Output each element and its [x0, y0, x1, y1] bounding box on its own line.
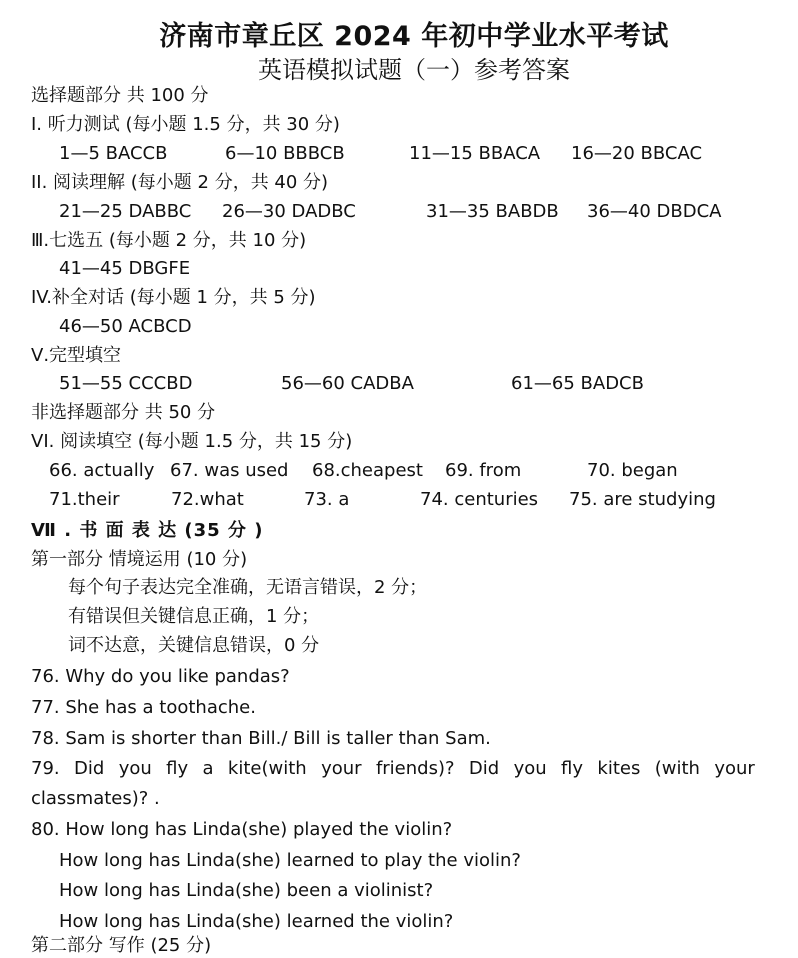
answer-group: 41—45 DBGFE — [59, 258, 191, 279]
cloze-heading: Ⅴ.完型填空 — [31, 345, 122, 366]
answer-group: 61—65 BADCB — [511, 373, 644, 394]
fill-in-heading: VI. 阅读填空 (每小题 1.5 分，共 15 分) — [31, 431, 353, 452]
document-title: 济南市章丘区 2024 年初中学业水平考试 — [159, 21, 669, 52]
dialogue-heading: IV.补全对话 (每小题 1 分，共 5 分) — [31, 287, 316, 308]
scoring-criterion: 有错误但关键信息正确，1 分； — [68, 606, 320, 627]
word: you — [513, 758, 547, 779]
fill-answer: 75. are studying — [569, 489, 716, 510]
page-cutoff — [0, 930, 768, 956]
writing-part2-heading: 第二部分 写作 (25 分) — [31, 935, 212, 956]
answer-80-alternative: How long has Linda(she) learned to play the violin? — [59, 850, 521, 871]
answer-80-alternative: How long has Linda(she) been a violinist? — [59, 880, 434, 901]
seven-choose-five-heading: Ⅲ.七选五 (每小题 2 分，共 10 分) — [31, 230, 307, 251]
word: Did — [468, 758, 500, 779]
answer-group: 46—50 ACBCD — [59, 316, 192, 337]
reading-heading: II. 阅读理解 (每小题 2 分，共 40 分) — [31, 172, 329, 193]
scoring-criterion: 词不达意，关键信息错误，0 分 — [68, 635, 320, 656]
word: friends)? — [375, 758, 455, 779]
fill-answer: 71.their — [49, 489, 120, 510]
answer-79-continued: classmates)? . — [31, 788, 160, 809]
answer-group: 11—15 BBACA — [409, 143, 541, 164]
answer-group: 6—10 BBBCB — [225, 143, 345, 164]
answer-80: 80. How long has Linda(she) played the violin? — [31, 819, 453, 840]
writing-part1-heading: 第一部分 情境运用 (10 分) — [31, 549, 248, 570]
fill-answer: 73. a — [304, 489, 350, 510]
fill-answer: 67. was used — [170, 460, 289, 481]
answer-group: 51—55 CCCBD — [59, 373, 193, 394]
answer-group: 26—30 DADBC — [222, 201, 356, 222]
scoring-criterion: 每个句子表达完全准确，无语言错误，2 分； — [68, 577, 428, 598]
answer-77: 77. She has a toothache. — [31, 697, 256, 718]
word: fly — [561, 758, 584, 779]
fill-answer: 68.cheapest — [312, 460, 423, 481]
answer-group: 31—35 BABDB — [426, 201, 559, 222]
document-subtitle: 英语模拟试题（一）参考答案 — [258, 56, 570, 84]
fill-answer: 69. from — [445, 460, 522, 481]
fill-answer: 66. actually — [49, 460, 155, 481]
answer-80-alternative: How long has Linda(she) learned the violin? — [59, 911, 454, 932]
objective-section-heading: 选择题部分 共 100 分 — [31, 85, 209, 106]
word: your — [321, 758, 362, 779]
word: a — [202, 758, 214, 779]
answer-group: 1—5 BACCB — [59, 143, 168, 164]
word: kites — [597, 758, 641, 779]
word: fly — [166, 758, 189, 779]
fill-answer: 72.what — [171, 489, 244, 510]
word: your — [714, 758, 755, 779]
answer-group: 56—60 CADBA — [281, 373, 414, 394]
answer-group: 36—40 DBDCA — [587, 201, 722, 222]
subjective-section-heading: 非选择题部分 共 50 分 — [31, 402, 216, 423]
fill-answer: 70. began — [587, 460, 678, 481]
answer-78: 78. Sam is shorter than Bill./ Bill is taller than Sam. — [31, 728, 491, 749]
fill-answer: 74. centuries — [420, 489, 539, 510]
writing-heading: Ⅶ . 书 面 表 达 (35 分 ) — [31, 520, 264, 541]
word: you — [118, 758, 152, 779]
word: kite(with — [227, 758, 307, 779]
answer-group: 21—25 DABBC — [59, 201, 192, 222]
word: 79. — [31, 758, 60, 779]
answer-group: 16—20 BBCAC — [571, 143, 703, 164]
word: (with — [654, 758, 700, 779]
listening-heading: I. 听力测试 (每小题 1.5 分，共 30 分) — [31, 114, 340, 135]
word: Did — [74, 758, 105, 779]
answer-76: 76. Why do you like pandas? — [31, 666, 290, 687]
answer-79 — [31, 757, 755, 781]
